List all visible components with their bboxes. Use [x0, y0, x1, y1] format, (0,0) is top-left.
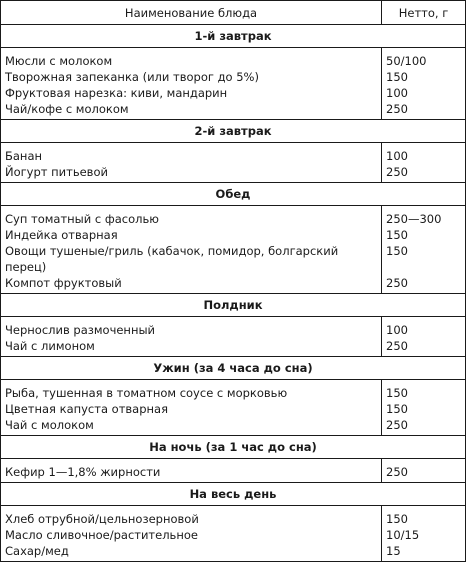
section-body-row: [1, 380, 466, 436]
dish-weight: 100: [386, 149, 408, 163]
dish-weight: 150: [386, 386, 408, 400]
dish-name: Сахар/мед: [5, 544, 69, 558]
dish-weight: 100: [386, 86, 408, 100]
dish-weight: 150: [386, 244, 408, 258]
menu-body: [1, 25, 466, 562]
section-body-row: [1, 48, 466, 120]
dish-weight: 50/100: [386, 54, 427, 68]
section-title: Обед: [1, 183, 466, 206]
dish-name: Чай/кофе с молоком: [5, 102, 129, 116]
dish-weight: 15: [386, 544, 401, 558]
dish-name: Кефир 1—1,8% жирности: [5, 465, 161, 479]
dish-weight: 250: [386, 465, 408, 479]
section-header-row: [1, 25, 466, 48]
dish-names-cell: [1, 143, 382, 183]
dish-weight: 250: [386, 102, 408, 116]
dish-name: Чернослив размоченный: [5, 323, 156, 337]
dish-weights-cell: [382, 48, 466, 120]
section-title: Ужин (за 4 часа до сна): [1, 357, 466, 380]
dish-weights-cell: [382, 380, 466, 436]
dish-weight: 150: [386, 512, 408, 526]
dish-name: Банан: [5, 149, 43, 163]
column-header-dish: Наименование блюда: [1, 1, 382, 25]
dish-weight: 250: [386, 165, 408, 179]
dish-name: Суп томатный с фасолью: [5, 212, 159, 226]
dish-names-cell: [1, 506, 382, 562]
dish-weight: 250—300: [386, 212, 442, 226]
section-header-row: [1, 294, 466, 317]
section-title: 1-й завтрак: [1, 25, 466, 48]
section-body-row: [1, 506, 466, 562]
dish-names-cell: [1, 380, 382, 436]
dish-weight: 10/15: [386, 528, 420, 542]
dish-name: Хлеб отрубной/цельнозерновой: [5, 512, 199, 526]
section-body-row: [1, 459, 466, 483]
section-header-row: [1, 436, 466, 459]
dish-weight: 150: [386, 70, 408, 84]
section-body-row: [1, 143, 466, 183]
dish-weight: 150: [386, 228, 408, 242]
section-body-row: [1, 317, 466, 357]
section-title: На весь день: [1, 483, 466, 506]
dish-names-cell: [1, 459, 382, 483]
dish-weights-cell: [382, 459, 466, 483]
dish-weights-cell: [382, 317, 466, 357]
dish-name: Цветная капуста отварная: [5, 402, 169, 416]
dish-name: Масло сливочное/растительное: [5, 528, 198, 542]
dish-weights-cell: [382, 143, 466, 183]
dish-name: Овощи тушеные/гриль (кабачок, помидор, болгарский перец): [5, 244, 339, 274]
section-header-row: [1, 183, 466, 206]
dish-names-cell: [1, 317, 382, 357]
dish-name: Индейка отварная: [5, 228, 118, 242]
dish-name: Творожная запеканка (или творог до 5%): [5, 70, 259, 84]
section-title: Полдник: [1, 294, 466, 317]
dish-weight: 100: [386, 323, 408, 337]
dish-name: Йогурт питьевой: [5, 165, 108, 179]
table-header-row: [1, 1, 466, 25]
dish-name: Чай с молоком: [5, 418, 94, 432]
section-body-row: [1, 206, 466, 294]
dish-names-cell: [1, 48, 382, 120]
dish-names-cell: [1, 206, 382, 294]
section-header-row: [1, 483, 466, 506]
dish-weights-cell: [382, 206, 466, 294]
section-title: 2-й завтрак: [1, 120, 466, 143]
section-header-row: [1, 357, 466, 380]
section-title: На ночь (за 1 час до сна): [1, 436, 466, 459]
column-header-weight: Нетто, г: [382, 1, 466, 25]
dish-weights-cell: [382, 506, 466, 562]
dish-name: Компот фруктовый: [5, 276, 122, 290]
section-header-row: [1, 120, 466, 143]
dish-weight: 250: [386, 339, 408, 353]
dish-name: Чай с лимоном: [5, 339, 95, 353]
dish-weight: 250: [386, 418, 408, 432]
dish-weight: 150: [386, 402, 408, 416]
dish-name: Рыба, тушенная в томатном соусе с морковью: [5, 386, 288, 400]
dish-weight: 250: [386, 276, 408, 290]
dish-name: Фруктовая нарезка: киви, мандарин: [5, 86, 228, 100]
dish-name: Мюсли с молоком: [5, 54, 113, 68]
